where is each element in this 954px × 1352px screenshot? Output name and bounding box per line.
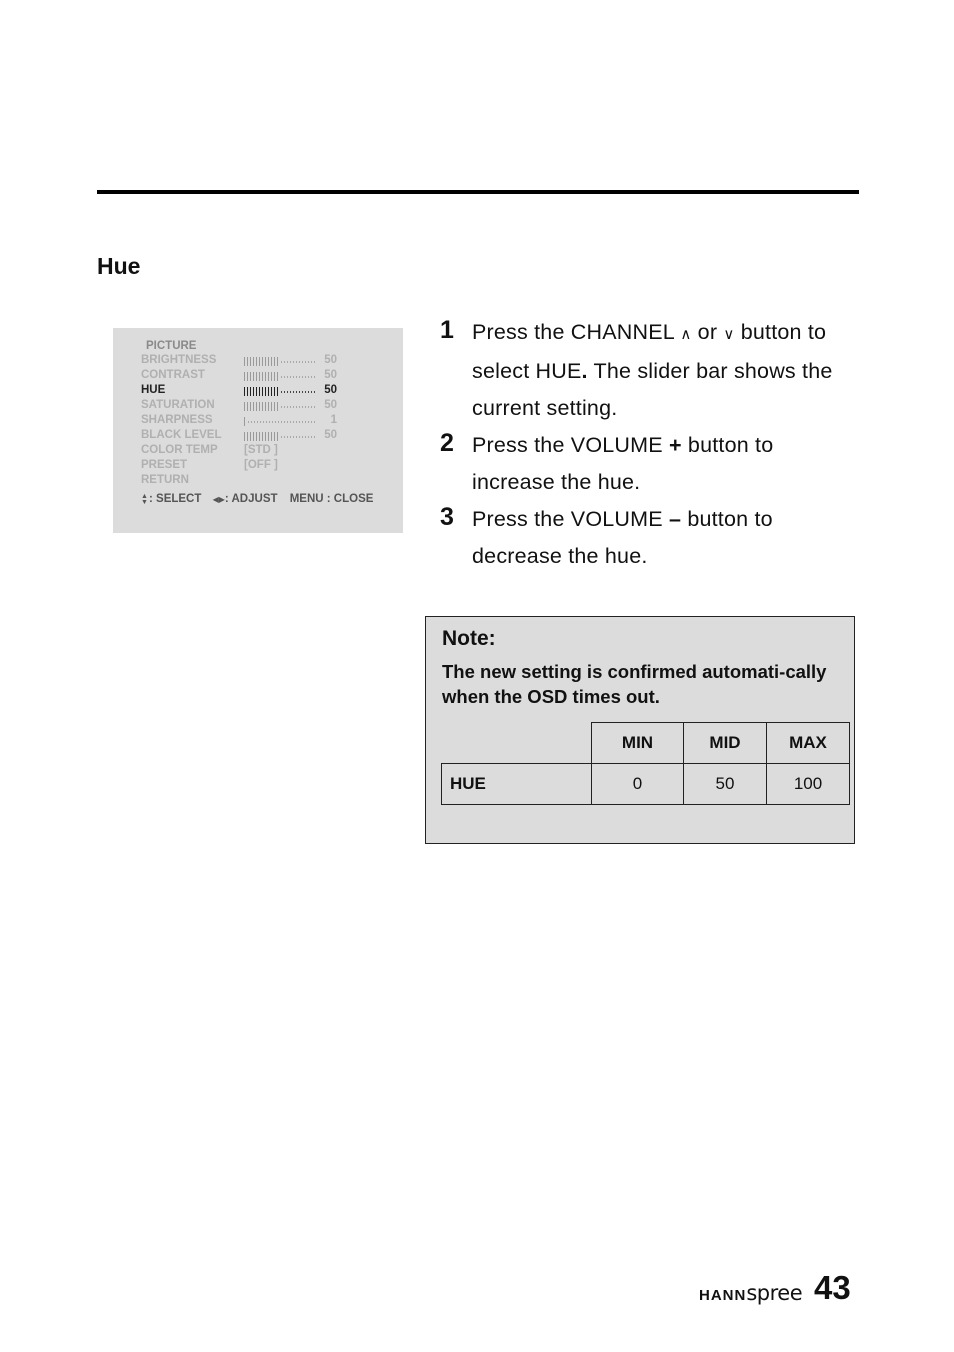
- note-box: [425, 616, 855, 844]
- table-header-min: MIN: [592, 723, 684, 764]
- osd-row-value: 50: [324, 369, 337, 381]
- step-1: 1 Press the CHANNEL ∧ or ∨ button to select HUE. The slider bar shows the current setting.: [440, 314, 860, 427]
- osd-row-label: COLOR TEMP: [141, 444, 218, 456]
- osd-row-value: 50: [324, 354, 337, 366]
- note-text: The new setting is confirmed automati-cally when the OSD times out.: [442, 661, 827, 707]
- osd-row-label: RETURN: [141, 474, 189, 486]
- table-header-mid: MID: [684, 723, 767, 764]
- osd-row-preset: [141, 459, 391, 474]
- osd-row-value: 50: [324, 399, 337, 411]
- osd-row-return: [141, 474, 391, 489]
- osd-slider: [244, 387, 316, 396]
- osd-slider: [244, 372, 316, 381]
- osd-picture-menu: [113, 328, 403, 533]
- brand-logo: HANNspree: [699, 1281, 803, 1305]
- table-row: [442, 764, 850, 805]
- page-number: 43: [814, 1269, 851, 1306]
- osd-option: [OFF ]: [244, 459, 278, 471]
- osd-row-label: BLACK LEVEL: [141, 429, 222, 441]
- left-right-arrows-icon: ◀▶: [212, 495, 225, 504]
- up-down-arrows-icon: ▲ ▼: [141, 493, 148, 506]
- table-row-label: HUE: [442, 764, 592, 805]
- table-header-row: [442, 723, 850, 764]
- table-cell-min: 0: [592, 764, 684, 805]
- osd-row-hue: [141, 384, 391, 399]
- table-header-max: MAX: [767, 723, 850, 764]
- osd-row-label: CONTRAST: [141, 369, 205, 381]
- step-2: 2 Press the VOLUME + button to increase the hue.: [440, 427, 860, 501]
- osd-row-label: SHARPNESS: [141, 414, 213, 426]
- osd-row-label: BRIGHTNESS: [141, 354, 217, 366]
- step-number: 3: [440, 503, 455, 531]
- top-rule: [97, 190, 859, 194]
- step-number: 2: [440, 429, 455, 457]
- note-title: Note:: [442, 627, 496, 650]
- osd-row-saturation: [141, 399, 391, 414]
- osd-option: [STD ]: [244, 444, 278, 456]
- osd-row-label: HUE: [141, 384, 166, 396]
- osd-slider: [244, 357, 316, 366]
- osd-row-brightness: [141, 354, 391, 369]
- osd-row-black-level: [141, 429, 391, 444]
- hue-range-table: [441, 722, 850, 805]
- osd-slider: [244, 417, 316, 426]
- osd-row-label: SATURATION: [141, 399, 215, 411]
- osd-slider: [244, 402, 316, 411]
- section-title: Hue: [97, 253, 141, 279]
- osd-slider: [244, 432, 316, 441]
- osd-title: PICTURE: [146, 340, 197, 352]
- step-number: 1: [440, 316, 455, 344]
- channel-down-icon: ∨: [723, 326, 735, 343]
- osd-close-hint: MENU : CLOSE: [289, 493, 374, 505]
- step-3: 3 Press the VOLUME – button to decrease the hue.: [440, 501, 860, 575]
- osd-adjust-hint: : ADJUST: [224, 493, 278, 505]
- table-cell-mid: 50: [684, 764, 767, 805]
- osd-select-hint: : SELECT: [149, 493, 202, 505]
- osd-row-sharpness: [141, 414, 391, 429]
- channel-up-icon: ∧: [680, 326, 692, 343]
- osd-row-value: 50: [324, 429, 337, 441]
- osd-row-color-temp: [141, 444, 391, 459]
- osd-footer: [141, 493, 373, 506]
- osd-row-label: PRESET: [141, 459, 188, 471]
- table-cell-max: 100: [767, 764, 850, 805]
- osd-row-contrast: [141, 369, 391, 384]
- osd-row-value: 50: [324, 384, 337, 396]
- instruction-steps: [440, 314, 860, 575]
- osd-row-value: 1: [330, 414, 337, 426]
